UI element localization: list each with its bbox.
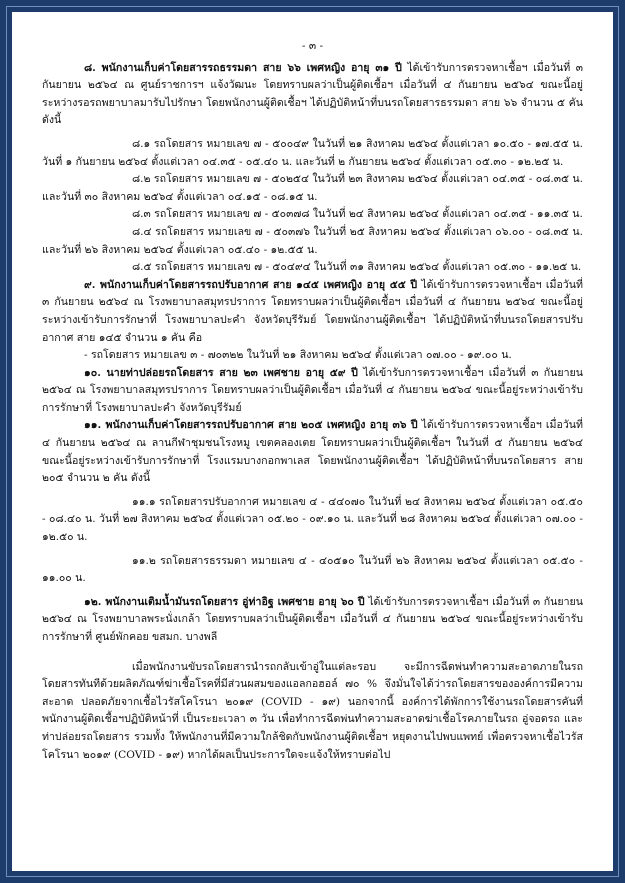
page-number: - ๓ - [301, 40, 324, 52]
item-8-body: ได้เข้ารับการตรวจหาเชื้อฯ เมื่อวันที่ ๓ กันยายน ๒๕๖๔ ณ ศูนย์ราชการฯ แจ้งวัฒนะ โดยทราบผลว่าเป็นผู้ติดเชื้อฯ เมื่อวันที่ ๔ กันยายน ๒๕๖๔ ขณะนี้อยู่ระหว่างรอรถพยาบาลมารับไปรักษา โดยพนักงานผู้ติดเชื้อฯ ได้ปฏิบัติหน้าที่บนรถโดยสารธรรมดา สาย ๖๖ จำนวน ๕ คัน ดังนี้ [42, 61, 583, 127]
item-11 [42, 417, 583, 487]
item-8-1: ๘.๑ รถโดยสาร หมายเลข ๗ - ๕๐๐๔๙ ในวันที่ ๒๑ สิงหาคม ๒๕๖๔ ตั้งแต่เวลา ๑๐.๕๐ - ๑๗.๕๕ น. วันที่ ๑ กันยายน ๒๕๖๔ ตั้งแต่เวลา ๐๔.๓๕ - ๐๕.๔๐ น. และวันที่ ๒ กันยายน ๒๕๖๔ ตั้งแต่เวลา ๐๕.๓๐ - ๑๒.๒๕ น. [42, 137, 583, 168]
item-12-heading: ๑๒. พนักงานเติมน้ำมันรถโดยสาร อู่ท่าอิฐ เพศชาย อายุ ๖๐ ปี [84, 595, 365, 608]
item-8-2: ๘.๒ รถโดยสาร หมายเลข ๗ - ๕๐๒๕๔ ในวันที่ ๒๓ สิงหาคม ๒๕๖๔ ตั้งแต่เวลา ๐๔.๓๕ - ๐๘.๓๕ น. และวันที่ ๓๐ สิงหาคม ๒๕๖๔ ตั้งแต่เวลา ๐๔.๑๕ - ๐๘.๑๕ น. [42, 173, 583, 203]
item-10-heading: ๑๐. นายท่าปล่อยรถโดยสาร สาย ๒๓ เพศชาย อายุ ๕๙ ปี [84, 366, 358, 379]
item-9-sub: - รถโดยสาร หมายเลข ๓ - ๗๐๓๒๒ ในวันที่ ๒๑ สิงหาคม ๒๕๖๔ ตั้งแต่เวลา ๐๗.๐๐ - ๑๙.๐๐ น. [84, 349, 512, 362]
item-9 [42, 277, 583, 347]
item-11-heading: ๑๑. พนักงานเก็บค่าโดยสารรถปรับอากาศ สาย ๒๐๕ เพศหญิง อายุ ๓๖ ปี [84, 419, 418, 432]
item-11-2: ๑๑.๒ รถโดยสารธรรมดา หมายเลข ๔ - ๔๐๕๑๐ ในวันที่ ๒๖ สิงหาคม ๒๕๖๔ ตั้งแต่เวลา ๐๕.๕๐ - ๑๑.๐๐ น. [42, 554, 583, 585]
item-10-body: ได้เข้ารับการตรวจหาเชื้อฯ เมื่อวันที่ ๓ กันยายน ๒๕๖๔ ณ โรงพยาบาลสมุทรปราการ โดยทราบผลว่าเป็นผู้ติดเชื้อฯ เมื่อวันที่ ๔ กันยายน ๒๕๖๔ ขณะนี้อยู่ระหว่างเข้ารับการรักษาที่ โรงพยาบาลปะคำ จังหวัดบุรีรัมย์ [42, 366, 583, 414]
item-8-5: ๘.๕ รถโดยสาร หมายเลข ๗ - ๕๐๔๙๔ ในวันที่ ๓๑ สิงหาคม ๒๕๖๔ ตั้งแต่เวลา ๐๕.๓๐ - ๑๑.๒๕ น. [132, 261, 582, 274]
item-9-body: ได้เข้ารับการตรวจหาเชื้อฯ เมื่อวันที่ ๓ กันยายน ๒๕๖๔ ณ โรงพยาบาลสมุทรปราการ โดยทราบผลว่าเป็นผู้ติดเชื้อฯ เมื่อวันที่ ๔ กันยายน ๒๕๖๔ ขณะนี้อยู่ระหว่างเข้ารับการรักษาที่ โรงพยาบาลปะคำ จังหวัดบุรีรัมย์ โดยพนักงานผู้ติดเชื้อฯ ได้ปฏิบัติหน้าที่บนรถโดยสารปรับอากาศ สาย ๑๔๕ จำนวน ๑ คัน คือ [42, 278, 583, 344]
closing-paragraph: เมื่อพนักงานขับรถโดยสารนำรถกลับเข้าอู่ในแต่ละรอบ จะมีการฉีดพ่นทำความสะอาดภายในรถโดยสารทันทีด้วยผลิตภัณฑ์ฆ่าเชื้อโรคที่มีส่วนผสมของแอลกอฮอล์ ๗๐ % จึงมั่นใจได้ว่ารถโดยสารขององค์การมีความสะอาด ปลอดภัยจากเชื้อไวรัสโคโรนา ๒๐๑๙ (COVID - ๑๙) นอกจากนี้ องค์การได้พักการใช้งานรถโดยสารคันที่พนักงานผู้ติดเชื้อฯปฏิบัติหน้าที่ เป็นระยะเวลา ๓ วัน เพื่อทำการฉีดพ่นทำความสะอาดฆ่าเชื้อโรคภายในรถ อู่จอดรถ และท่าปล่อยรถโดยสาร รวมทั้ง ให้พนักงานที่มีความใกล้ชิดกับพนักงานผู้ติดเชื้อฯ หยุดงานไปพบแพทย์ เพื่อตรวจหาเชื้อไวรัสโคโรนา ๒๐๑๙ (COVID - ๑๙) หากได้ผลเป็นประการใดจะแจ้งให้ทราบต่อไป [42, 660, 583, 761]
item-8-4: ๘.๔ รถโดยสาร หมายเลข ๗ - ๕๐๓๗๖ ในวันที่ ๒๕ สิงหาคม ๒๕๖๔ ตั้งแต่เวลา ๐๖.๐๐ - ๐๘.๓๕ น. และวันที่ ๒๖ สิงหาคม ๒๕๖๔ ตั้งแต่เวลา ๐๕.๔๐ - ๑๒.๕๕ น. [42, 225, 583, 256]
item-8-3: ๘.๓ รถโดยสาร หมายเลข ๗ - ๕๐๓๗๘ ในวันที่ ๒๔ สิงหาคม ๒๕๖๔ ตั้งแต่เวลา ๐๔.๓๕ - ๑๑.๓๕ น. [132, 208, 583, 221]
item-12-body: ได้เข้ารับการตรวจหาเชื้อฯ เมื่อวันที่ ๓ กันยายน ๒๕๖๔ ณ โรงพยาบาลพระนั่งเกล้า โดยทราบผลว่าเป็นผู้ติดเชื้อฯ เมื่อวันที่ ๔ กันยายน ๒๕๖๔ ขณะนี้อยู่ระหว่างเข้ารับการรักษาที่ ศูนย์พักคอย ขสมก. บางพลี [42, 595, 584, 643]
item-8 [42, 60, 583, 130]
item-11-1: ๑๑.๑ รถโดยสารปรับอากาศ หมายเลข ๔ - ๔๔๐๗๐ ในวันที่ ๒๔ สิงหาคม ๒๕๖๔ ตั้งแต่เวลา ๐๕.๕๐ - ๐๘.๔๐ น. วันที่ ๒๗ สิงหาคม ๒๕๖๔ ตั้งแต่เวลา ๐๕.๒๐ - ๐๙.๑๐ น. และวันที่ ๒๘ สิงหาคม ๒๕๖๔ ตั้งแต่เวลา ๐๗.๐๐ - ๑๒.๕๐ น. [42, 495, 583, 544]
item-11-body: ได้เข้ารับการตรวจหาเชื้อฯ เมื่อวันที่ ๔ กันยายน ๒๕๖๔ ณ ลานกีฬาชุมชนโรงหมู เขตคลองเตย โดยทราบผลว่าเป็นผู้ติดเชื้อฯ ในวันที่ ๕ กันยายน ๒๕๖๔ ขณะนี้อยู่ระหว่างเข้ารับการรักษาที่ โรงแรมบางกอกพาเลส โดยพนักงานผู้ติดเชื้อฯ ได้ปฏิบัติหน้าที่บนรถโดยสาร สาย ๒๐๕ จำนวน ๒ คัน ดังนี้ [42, 419, 583, 485]
item-9-heading: ๙. พนักงานเก็บค่าโดยสารรถปรับอากาศ สาย ๑๔๕ เพศหญิง อายุ ๕๕ ปี [84, 278, 418, 291]
item-12 [42, 594, 583, 647]
item-10 [42, 365, 583, 418]
item-8-heading: ๘. พนักงานเก็บค่าโดยสารรถธรรมดา สาย ๖๖ เพศหญิง อายุ ๓๑ ปี [84, 61, 402, 74]
document-page [12, 12, 613, 871]
